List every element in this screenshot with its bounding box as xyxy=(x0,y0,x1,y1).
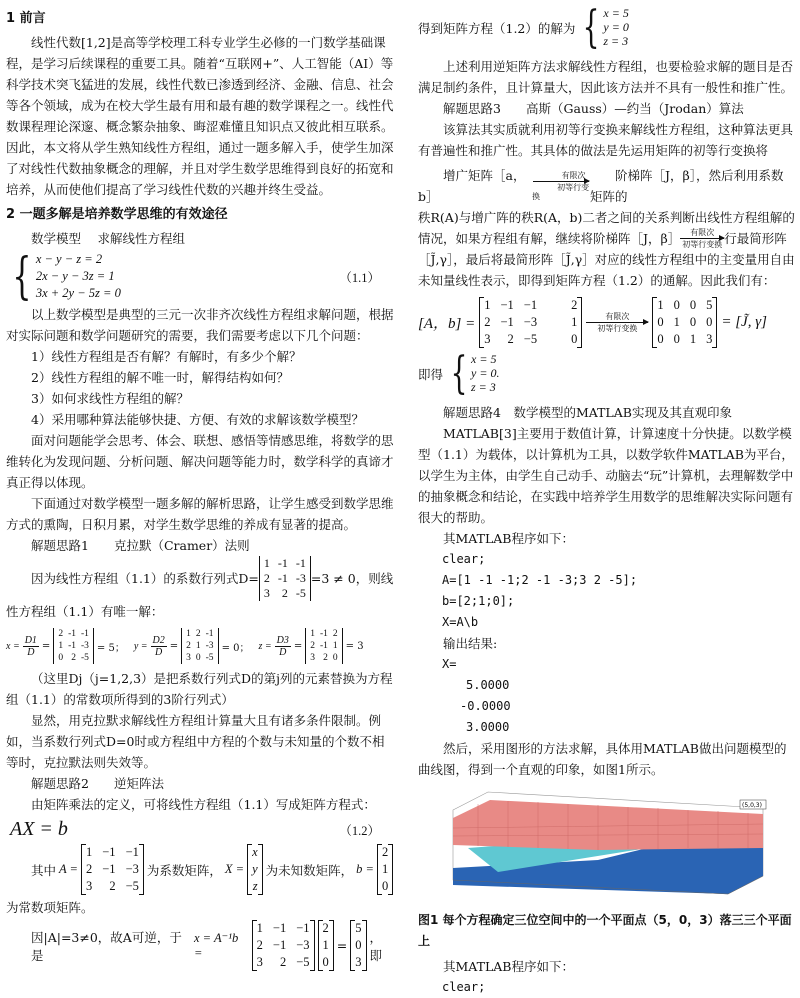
code-line: A=[1 -1 -1;2 -1 -3;3 2 -5]; xyxy=(442,573,638,587)
figure-caption: 图1 每个方程确定三位空间中的一个平面点（5，0，3）落三三个平面上 xyxy=(418,913,792,948)
system-eq: x − y − z = 2 xyxy=(35,252,103,266)
code-line: 输出结果: xyxy=(443,636,498,651)
section-2-title: 2 一题多解是培养数学思维的有效途径 xyxy=(6,207,228,222)
question-3: 3）如何求线性方程组的解？ xyxy=(31,391,189,406)
a-label: A = xyxy=(59,862,78,876)
solution-eq: z = 3 xyxy=(603,34,629,48)
section-1-title: 1 前言 xyxy=(6,11,46,26)
paragraph-arrow xyxy=(418,228,796,249)
question-1: 1）线性方程组是否有解？有解时，有多少个解？ xyxy=(31,349,302,364)
determinant-d1: 2 -1 -1 1 -1 -3 0 2 -5 xyxy=(53,628,94,664)
code-line: X= xyxy=(442,657,457,671)
paragraph: 面对问题能学会思考、体会、联想、感悟等情感思维，将数学的思维转化为发现问题、分析问题、解决问题等能力时，数学科学的真谛才真正得以体现。 xyxy=(6,433,394,490)
paragraph: 该算法其实质就利用初等行变换来解线性方程组，这种算法更具有普遍性和推广性。其具体的做法是先运用矩阵的初等行变换将 xyxy=(418,122,794,158)
augmented-matrix: 1 −1 −1 2 2 −1 −3 1 3 2 −5 0 xyxy=(479,297,582,348)
matrix-b: 2 1 0 xyxy=(318,920,334,971)
solution-eq: z = 3 xyxy=(471,380,496,394)
text: 因|A|=3≠0，故A可逆，于是 xyxy=(31,929,182,963)
left-column xyxy=(6,6,394,971)
paragraph: MATLAB[3]主要用于数值计算，计算速度十分快捷。以数学模型（1.1）为载体，以计算机为工具，以数学软件MATLAB为平台，以学生为主体，由学生自己动手、动脑去“玩”计算机，去理解数学中的抽象概念和结论，在实践中培养学生用数学的思维解决实际问题有很大的帮助。 xyxy=(418,426,794,525)
system-eq: 3x + 2y − 5z = 0 xyxy=(35,286,121,300)
text: =3 ≠ 0，则线 xyxy=(310,571,394,586)
row-transform-arrow: 有限次 初等行变换 xyxy=(682,228,723,249)
text: 其中 xyxy=(31,862,57,878)
right-column xyxy=(418,2,796,998)
solution-eq: x = 5 xyxy=(603,6,629,20)
idea-4-title: 解题思路4 数学模型的MATLAB实现及其直观印象 xyxy=(443,405,732,420)
equation-1-2 xyxy=(6,818,394,841)
code-line: b=[2;1;0]; xyxy=(442,594,515,608)
matrix-a-inverse: 1 −1 −1 2 −1 −3 3 2 −5 xyxy=(252,920,315,971)
rref-label: = [J̃, γ] xyxy=(721,314,767,330)
text: 情况，如果方程组有解，继续将阶梯阵［J，β］ xyxy=(418,231,681,246)
solution-eq: y = 0. xyxy=(471,366,500,380)
program-label: 其MATLAB程序如下： xyxy=(443,531,574,546)
matrix-equation: AX = b xyxy=(10,818,68,840)
rref-matrix: 1 0 0 5 0 1 0 0 0 0 1 3 xyxy=(652,297,717,348)
text: 为未知数矩阵， xyxy=(265,862,354,878)
paragraph: 下面通过对数学模型一题多解的解析思路，让学生感受到数学思维方式的熏陶，日积月累，对学生数学思维的养成有显著的提高。 xyxy=(6,496,394,532)
inverse-result: 得到矩阵方程（1.2）的解为 { x = 5 y = 0 z = 3 xyxy=(418,2,629,53)
paragraph: 上述利用逆矩阵方法求解线性方程组，也要检验求解的题目是否满足制约条件，且计算量大，因此该方法并不具有一般性和推广性。 xyxy=(418,59,794,95)
paragraph: 为常数项矩阵。 xyxy=(6,900,94,915)
inverse-solution: 因|A|=3≠0，故A可逆，于是 x = A⁻¹b = 1 −1 −1 2 −1 −3 3 2 −5 2 1 0 = 5 0 3 ，即 xyxy=(6,920,394,971)
paragraph: 然后，采用图形的方法求解，具体用MATLAB做出问题模型的曲线图，得到一个直观的印象，如图1所示。 xyxy=(418,741,787,777)
model-line: 数学模型 求解线性方程组 xyxy=(31,231,185,246)
cramer-line xyxy=(6,556,394,601)
x-label: x = xyxy=(6,640,20,652)
x-result: = 5； xyxy=(96,642,125,654)
gauss-result: 即得 { x = 5 y = 0. z = 3 xyxy=(418,348,500,399)
determinant-d2: 1 2 -1 2 1 -3 3 0 -5 xyxy=(181,628,218,664)
determinant-d3: 1 -1 2 2 -1 1 3 2 0 xyxy=(305,628,342,664)
determinant-d: 1 -1 -1 2 -1 -3 3 2 -5 xyxy=(259,556,311,601)
question-2: 2）线性方程组的解不唯一时，解得结构如何？ xyxy=(31,370,289,385)
x-matrix-label: X = xyxy=(224,862,245,876)
solution-eq: y = 0 xyxy=(603,20,629,34)
paragraph: ［J̃,γ］，最后将最简形阵［J̃,γ］对应的线性方程组中的主变量用自由未知量线性表示，即得到矩阵方程（1.2）的通解。因此我们有： xyxy=(418,252,795,288)
code-line: clear; xyxy=(442,980,486,994)
paragraph: 显然，用克拉默求解线性方程组计算量大且有诸多条件限制。例如，当系数行列式D=0时或方程组中方程的个数与未知量的个数不相等时，克拉默法则失效等。 xyxy=(6,713,385,770)
b-label: b = xyxy=(356,862,374,876)
paragraph: 由矩阵乘法的定义，可将线性方程组（1.1）写成矩阵方程式： xyxy=(31,797,376,812)
code-line: clear; xyxy=(442,552,486,566)
text: 为系数矩阵， xyxy=(146,862,222,878)
augmented-line xyxy=(418,165,796,207)
text: 因为线性方程组（1.1）的系数行列式D= xyxy=(31,571,259,586)
figure-1 xyxy=(418,790,796,908)
equation-number: （1.2） xyxy=(339,823,380,838)
matrix-definitions xyxy=(6,844,394,895)
cramer-line-2: 性方程组（1.1）有唯一解： xyxy=(6,604,164,619)
text: 增广矩阵［a，b］ xyxy=(418,168,526,204)
text: 即得 xyxy=(418,367,444,382)
gauss-jordan-eq xyxy=(418,297,796,348)
system-eq: 2x − y − 3z = 1 xyxy=(35,269,115,283)
intro-paragraph: 线性代数[1,2]是高等学校理工科专业学生必修的一门数学基础课程，是学习后续课程的重要工具。随着“互联网+”、人工智能（AI）等科学技术突飞猛进的发展，线性代数已渗透到经济、金融、信息、社会等各个领域，成为在校大学生最有用和最有趣的数学课程之一。线性代数课程理论深邃、概念繁杂抽象、晦涩难懂且知识点又彼此相互联系。因此，本文将从学生熟知线性方程组，通过一题多解入手，使学生加深了对线性代数抽象概念的理解，并且对学生数学思维得到良好的拓宽和培养，从而使他们提高了学习线性代数的兴趣并终生受益。 xyxy=(6,35,394,197)
paragraph: 秩R(A)与增广阵的秩R(A，b)二者之间的关系判断出线性方程组解的 xyxy=(418,210,795,225)
text: ，即 xyxy=(369,929,383,963)
matrix-b: 2 1 0 xyxy=(377,844,393,895)
idea-1-title: 解题思路1 克拉默（Cramer）法则 xyxy=(31,538,250,553)
output-value: 5.0000 xyxy=(466,678,510,692)
text: 得到矩阵方程（1.2）的解为 xyxy=(418,21,576,36)
y-result: = 0； xyxy=(221,642,250,654)
row-transform-arrow: 有限次 初等行变换 xyxy=(532,171,590,201)
output-value: 3.0000 xyxy=(466,720,510,734)
y-label: y = xyxy=(133,640,148,652)
row-transform-arrow: 有限次 初等行变换 xyxy=(586,312,648,333)
equation-1-1: { x − y − z = 2 2x − y − 3z = 1 3x + 2y − 5z = 0 （1.1） xyxy=(12,247,380,305)
program-label: 其MATLAB程序如下： xyxy=(443,959,574,974)
idea-2-title: 解题思路2 逆矩阵法 xyxy=(31,776,164,791)
equation-number: （1.1） xyxy=(339,270,380,285)
z-result: = 3 xyxy=(345,640,364,652)
output-value: -0.0000 xyxy=(460,699,511,713)
point-label: (5,0,3) xyxy=(742,802,762,809)
paragraph: 以上数学模型是典型的三元一次非齐次线性方程组求解问题，根据对实际问题和数学问题研究的需要，我们需要考虑以下几个问题： xyxy=(6,307,394,343)
matrix-x: x y z xyxy=(247,844,263,895)
code-line: X=A\b xyxy=(442,615,479,629)
z-label: z = xyxy=(258,640,272,652)
text: 阶梯阵［J，β］，然后利用系数矩阵的 xyxy=(590,168,784,204)
augmented-label: [A，b] = xyxy=(418,316,476,332)
inverse-equation: x = A⁻¹b = xyxy=(193,931,239,960)
cramer-solutions: x = $\frac{D1}{D}$ = 2 -1 -1 1 -1 -3 0 2 -5 = 5； y = $\frac{D2}{D}$ = 1 2 -1 2 1 -3 3 0 -5 = 0； z = $\frac{D3}{D}$ = 1 -1 2 2 -1 1 3 2 0 = 3 xyxy=(6,629,364,663)
text: 行最简形阵 xyxy=(724,231,787,246)
matrix-solution: 5 0 3 xyxy=(350,920,366,971)
idea-3-title: 解题思路3 高斯（Gauss）—约当（Jrodan）算法 xyxy=(443,101,744,116)
question-4: 4）采用哪种算法能够快捷、方便、有效的求解该数学模型？ xyxy=(31,412,364,427)
solution-eq: x = 5 xyxy=(471,352,497,366)
paragraph: （这里Dj（j=1,2,3）是把系数行列式D的第j列的元素替换为方程组（1.1）的常数项所得到的3阶行列式） xyxy=(6,671,393,707)
three-planes-plot xyxy=(418,790,788,908)
matrix-a: 1 −1 −1 2 −1 −3 3 2 −5 xyxy=(81,844,144,895)
